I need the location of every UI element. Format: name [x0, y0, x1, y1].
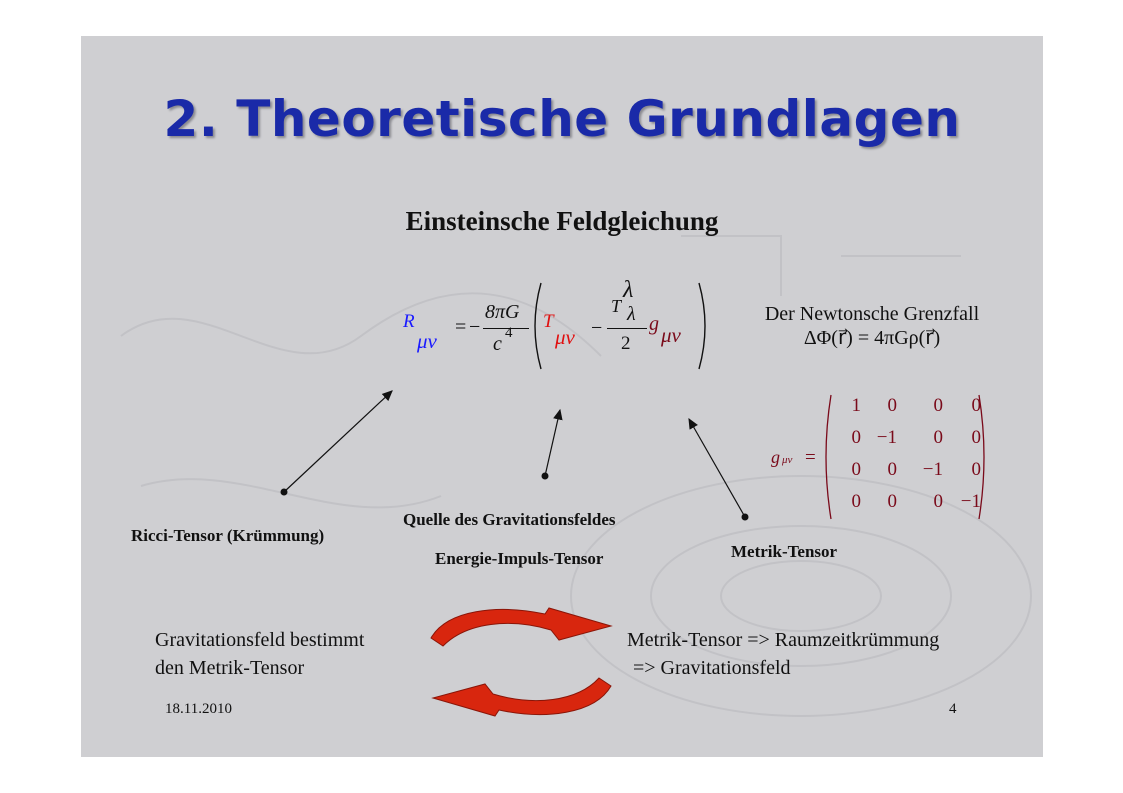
bottom-right-line-1: Metrik-Tensor => Raumzeitkrümmung — [627, 629, 940, 651]
label-metric-tensor: Metrik-Tensor — [731, 542, 838, 561]
matrix-cell: 0 — [933, 395, 943, 416]
matrix-cell: −1 — [876, 427, 897, 448]
matrix-metric-symbol: g — [771, 447, 780, 467]
equals-sign: = — [455, 316, 467, 338]
matrix-cell: 0 — [971, 427, 981, 448]
matrix-cell: 0 — [971, 395, 981, 416]
matrix-cell: 0 — [887, 459, 897, 480]
bottom-left-line-2: den Metrik-Tensor — [155, 657, 305, 679]
footer-date: 18.11.2010 — [165, 701, 232, 717]
trace-symbol: T — [611, 296, 622, 316]
ricci-arrow — [281, 391, 393, 496]
ricci-index: μν — [417, 329, 437, 353]
bottom-left-line-1: Gravitationsfeld bestimmt — [155, 629, 365, 651]
slide — [81, 36, 1043, 757]
page-number: 4 — [949, 701, 957, 717]
ricci-symbol: R — [403, 311, 415, 332]
trace-subscript: λ — [627, 303, 636, 325]
matrix-cell: 0 — [851, 491, 861, 512]
label-gravity-source: Quelle des Gravitationsfeldes — [403, 510, 616, 529]
metric-arrow — [689, 419, 749, 521]
bottom-right-text — [627, 626, 939, 682]
label-energy-momentum-tensor: Energie-Impuls-Tensor — [435, 549, 604, 568]
matrix-cell: 1 — [851, 395, 861, 416]
bottom-right-line-2: => Gravitationsfeld — [633, 657, 791, 679]
matrix-cell: −1 — [960, 491, 981, 512]
matrix-cell: 0 — [933, 427, 943, 448]
energy-momentum-symbol: T — [543, 311, 554, 332]
energy-momentum-index: μν — [555, 325, 575, 349]
trace-superscript: λ — [623, 277, 634, 303]
poisson-equation: ΔΦ(r⃗) = 4πGρ(r⃗) — [803, 327, 941, 349]
fraction-denominator: c — [493, 333, 502, 355]
fraction-denominator-exponent: 4 — [505, 325, 513, 341]
bottom-left-text — [155, 626, 364, 682]
matrix-cell: 0 — [887, 395, 897, 416]
minus-sign-2: − — [591, 317, 603, 339]
matrix-cell: 0 — [971, 459, 981, 480]
metric-index: μν — [661, 323, 681, 347]
matrix-metric-index: μν — [782, 454, 793, 466]
slide-subtitle: Einsteinsche Feldgleichung — [405, 206, 719, 236]
source-arrow — [542, 410, 561, 480]
fraction-numerator: 8πG — [485, 301, 520, 323]
matrix-cell: 0 — [851, 459, 861, 480]
matrix-cell: 0 — [933, 491, 943, 512]
matrix-cell: 0 — [887, 491, 897, 512]
matrix-cell: −1 — [922, 459, 943, 480]
fraction-2-denominator: 2 — [621, 333, 631, 354]
label-ricci-tensor: Ricci-Tensor (Krümmung) — [131, 526, 325, 545]
minus-sign: − — [469, 316, 481, 338]
newton-limit-title: Der Newtonsche Grenzfall — [764, 303, 980, 325]
cycle-arrows-icon — [427, 602, 617, 724]
matrix-equals: = — [805, 447, 816, 468]
matrix-cell: 0 — [851, 427, 861, 448]
metric-symbol: g — [649, 313, 659, 335]
slide-title: 2. Theoretische Grundlagen — [163, 90, 961, 148]
